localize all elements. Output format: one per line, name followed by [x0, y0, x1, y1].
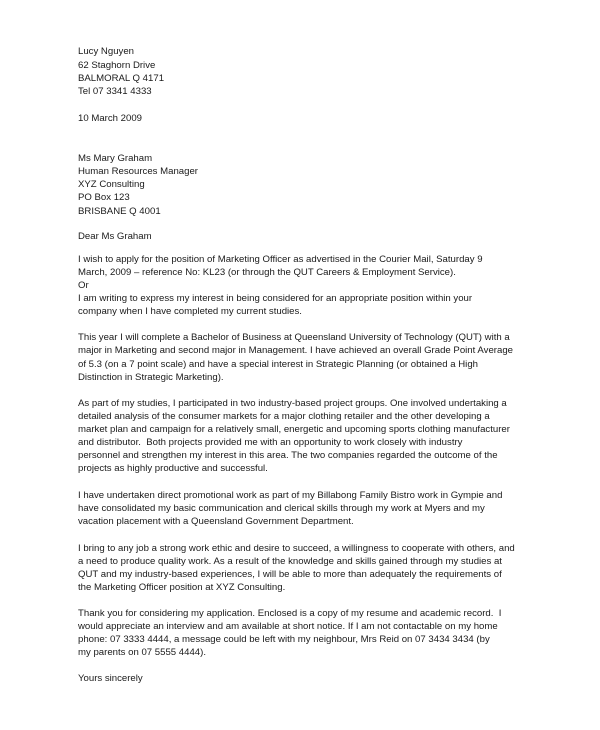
recipient-company: XYZ Consulting [78, 179, 145, 190]
sender-phone: Tel 07 3341 4333 [78, 86, 152, 97]
body-line: Distinction in Strategic Marketing). [78, 372, 224, 383]
body-line: of 5.3 (on a 7 point scale) and have a special interest in Strategic Planning (or obtained a High [78, 359, 478, 370]
body-line: I have undertaken direct promotional work as part of my Billabong Family Bistro work in Gympie and [78, 490, 503, 501]
body-line: phone: 07 3333 4444, a message could be left with my neighbour, Mrs Reid on 07 3434 3434 (by [78, 634, 490, 645]
body-line: would appreciate an interview and am available at short notice. If I am not contactable on my home [78, 621, 498, 632]
recipient-po-box: PO Box 123 [78, 192, 130, 203]
body-line: I bring to any job a strong work ethic and desire to succeed, a willingness to cooperate with others, and [78, 543, 515, 554]
salutation: Dear Ms Graham [78, 231, 152, 242]
letter-date: 10 March 2009 [78, 113, 142, 124]
body-line: have consolidated my basic communication and clerical skills through my work at Myers and my [78, 503, 485, 514]
body-line: major in Marketing and second major in Management. I have achieved an overall Grade Point Average [78, 345, 513, 356]
body-line: a need to produce quality work. As a result of the knowledge and skills gained through my studies at [78, 556, 502, 567]
recipient-title: Human Resources Manager [78, 166, 198, 177]
body-line: Or [78, 280, 89, 291]
body-line: market plan and campaign for a relatively small, energetic and upcoming sports clothing manufacturer [78, 424, 510, 435]
body-line: I wish to apply for the position of Marketing Officer as advertised in the Courier Mail, Saturday 9 [78, 254, 483, 265]
sender-street: 62 Staghorn Drive [78, 60, 156, 71]
body-line: This year I will complete a Bachelor of Business at Queensland University of Technology (QUT) with a [78, 332, 510, 343]
body-line: As part of my studies, I participated in two industry-based project groups. One involved undertaking a [78, 398, 507, 409]
sender-name: Lucy Nguyen [78, 46, 134, 57]
body-line: Thank you for considering my application. Enclosed is a copy of my resume and academic record. I [78, 608, 502, 619]
body-line: QUT and my industry-based experiences, I will be able to more than adequately the requirements of [78, 569, 502, 580]
body-line: projects as highly productive and successful. [78, 463, 268, 474]
body-line: vacation placement with a Queensland Government Department. [78, 516, 354, 527]
body-line: I am writing to express my interest in being considered for an appropriate position within your [78, 293, 473, 304]
sender-suburb: BALMORAL Q 4171 [78, 73, 165, 84]
body-line: detailed analysis of the consumer markets for a major clothing retailer and the other developing a [78, 411, 490, 422]
body-line: my parents on 07 5555 4444). [78, 647, 207, 658]
body-line: March, 2009 – reference No: KL23 (or through the QUT Careers & Employment Service). [78, 267, 456, 278]
body-line: company when I have completed my current studies. [78, 306, 302, 317]
body-line: the Marketing Officer position at XYZ Consulting. [78, 582, 286, 593]
body-line: and distributor. Both projects provided me with an opportunity to work closely with industry [78, 437, 463, 448]
closing: Yours sincerely [78, 673, 143, 684]
body-line: personnel and strengthen my interest in this area. The two companies regarded the outcome of the [78, 450, 498, 461]
recipient-city: BRISBANE Q 4001 [78, 206, 161, 217]
recipient-name: Ms Mary Graham [78, 153, 153, 164]
